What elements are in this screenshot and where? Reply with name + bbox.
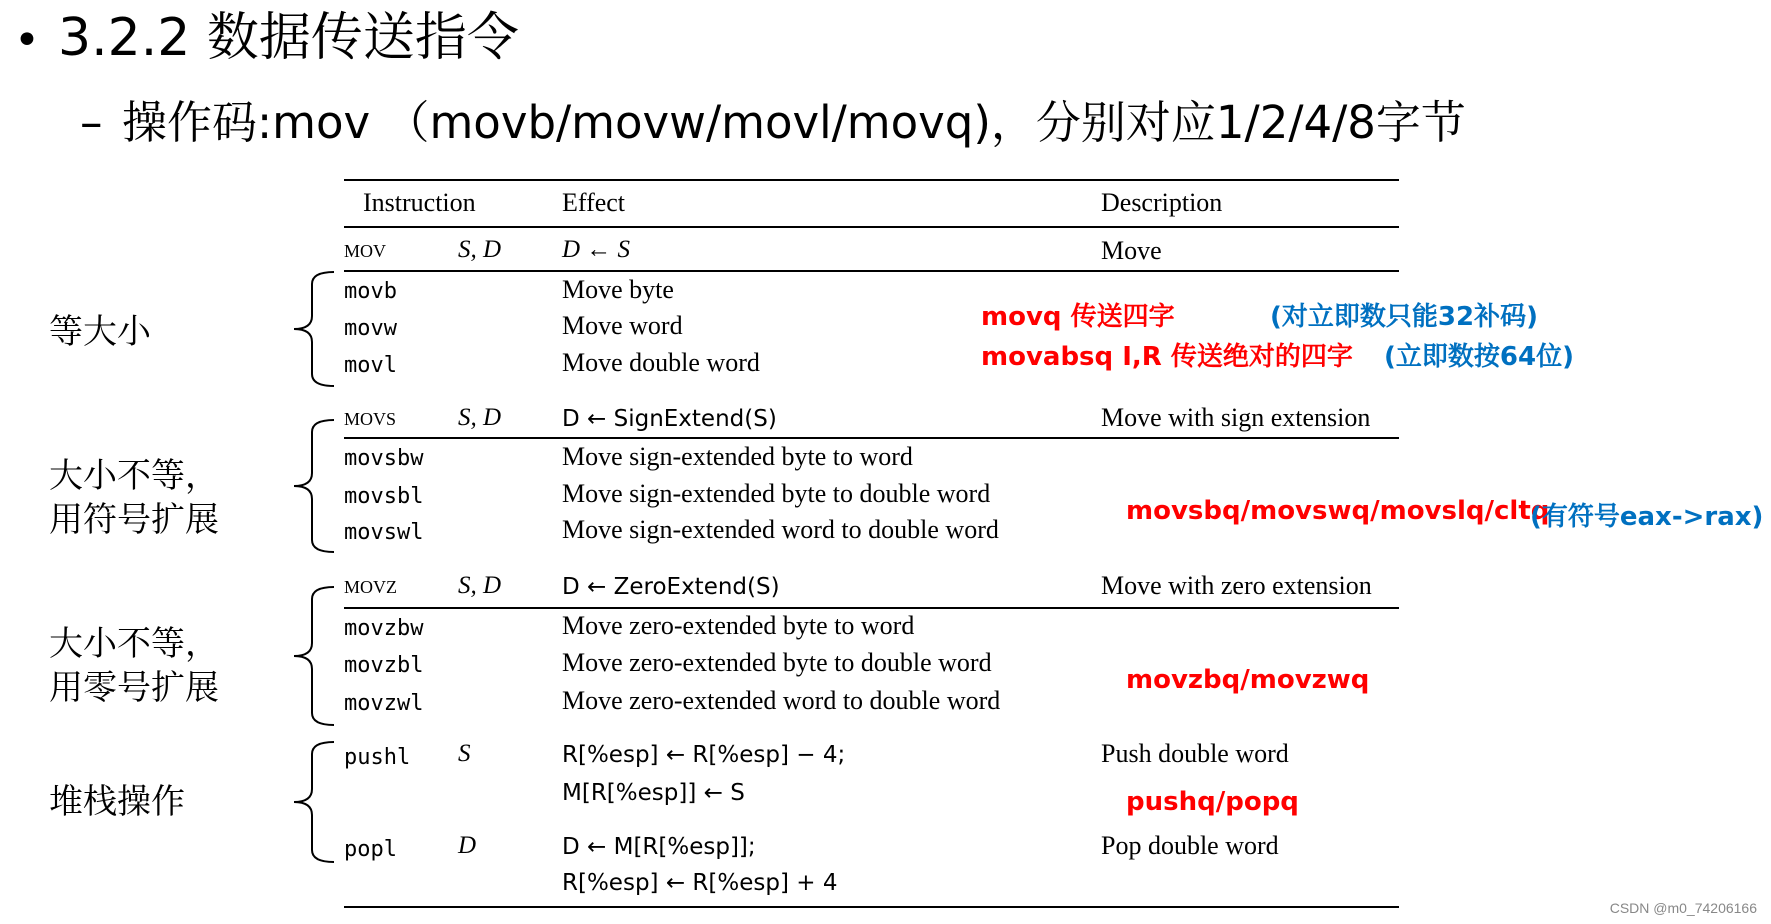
brace-icon <box>290 418 336 554</box>
note-movabsq-detail: (立即数按64位) <box>1384 342 1574 372</box>
row-movz-name: movz <box>344 572 397 599</box>
label-stack: 堆栈操作 <box>49 782 185 822</box>
row-movzbl-name: movzbl <box>344 653 424 678</box>
watermark: CSDN @m0_74206166 <box>1609 900 1757 916</box>
row-pushl-effect-1: R[%esp] ← R[%esp] − 4; <box>562 742 846 768</box>
row-movzwl-effect: Move zero-extended word to double word <box>562 686 1001 715</box>
label-sign-ext-1: 大小不等， <box>49 456 219 496</box>
row-movswl-effect: Move sign-extended word to double word <box>562 515 999 544</box>
row-movs-effect: D ← SignExtend(S) <box>562 406 777 432</box>
note-movsbq-detail: (有符号eax->rax) <box>1530 502 1764 532</box>
slide-subtitle <box>80 92 1466 154</box>
header-instruction: Instruction <box>363 188 476 217</box>
dash: – <box>80 96 103 149</box>
note-movsbq: movsbq/movswq/movslq/cltq <box>1126 496 1550 526</box>
brace-icon <box>290 740 336 864</box>
note-movq-detail: (对立即数只能32补码) <box>1270 302 1538 332</box>
brace-icon <box>290 585 336 727</box>
row-movl-effect: Move double word <box>562 348 760 377</box>
row-movb-name: movb <box>344 279 397 304</box>
row-mov-effect: D ← S <box>562 236 631 263</box>
brace-icon <box>290 270 336 388</box>
label-zero-ext-2: 用零号扩展 <box>49 668 219 708</box>
row-movsbw-name: movsbw <box>344 446 424 471</box>
movz-rule <box>344 607 1399 609</box>
row-mov-operands: S, D <box>458 236 502 263</box>
row-pushl-description: Push double word <box>1101 739 1289 768</box>
header-effect: Effect <box>562 188 626 217</box>
row-movsbl-name: movsbl <box>344 484 424 509</box>
row-popl-operands: D <box>458 832 477 859</box>
row-movw-name: movw <box>344 316 397 341</box>
row-pushl-operands: S <box>458 740 471 767</box>
note-pushq: pushq/popq <box>1126 787 1299 817</box>
row-popl-effect-2: R[%esp] ← R[%esp] + 4 <box>562 870 838 896</box>
label-zero-ext-1: 大小不等， <box>49 624 219 664</box>
row-movzbl-effect: Move zero-extended byte to double word <box>562 648 992 677</box>
row-pushl-name: pushl <box>344 745 411 770</box>
row-movs-name: movs <box>344 404 397 431</box>
row-movswl-name: movswl <box>344 520 424 545</box>
note-movq: movq 传送四字 <box>981 302 1175 332</box>
slide-title <box>14 2 519 77</box>
slide-title-text: 3.2.2 数据传送指令 <box>58 8 519 68</box>
row-movzwl-name: movzwl <box>344 691 424 716</box>
row-movs-description: Move with sign extension <box>1101 403 1371 432</box>
row-movb-effect: Move byte <box>562 275 674 304</box>
movs-rule <box>344 437 1399 439</box>
row-movsbw-effect: Move sign-extended byte to word <box>562 442 913 471</box>
mov-rule <box>344 270 1399 272</box>
row-popl-name: popl <box>344 837 397 862</box>
note-movzbq: movzbq/movzwq <box>1126 665 1370 695</box>
note-movabsq: movabsq I,R 传送绝对的四字 <box>981 342 1353 372</box>
table-bottom-rule <box>344 906 1399 908</box>
label-same-size: 等大小 <box>49 312 151 352</box>
row-movzbw-name: movzbw <box>344 616 424 641</box>
row-movz-description: Move with zero extension <box>1101 571 1372 600</box>
bullet: • <box>14 15 40 66</box>
row-pushl-effect-2: M[R[%esp]] ← S <box>562 780 745 806</box>
slide-subtitle-text: 操作码:mov （movb/movw/movl/movq)，分别对应1/2/4/8字节 <box>122 96 1466 149</box>
row-movsbl-effect: Move sign-extended byte to double word <box>562 479 991 508</box>
row-movl-name: movl <box>344 353 397 378</box>
row-popl-description: Pop double word <box>1101 831 1279 860</box>
row-mov-name: mov <box>344 236 387 263</box>
table-top-rule <box>344 179 1399 181</box>
row-movz-effect: D ← ZeroExtend(S) <box>562 574 780 600</box>
header-description: Description <box>1101 188 1223 217</box>
row-popl-effect-1: D ← M[R[%esp]]; <box>562 834 756 860</box>
row-movzbw-effect: Move zero-extended byte to word <box>562 611 915 640</box>
row-mov-description: Move <box>1101 236 1162 265</box>
header-rule <box>344 226 1399 228</box>
row-movz-operands: S, D <box>458 572 502 599</box>
label-sign-ext-2: 用符号扩展 <box>49 500 219 540</box>
row-movw-effect: Move word <box>562 311 683 340</box>
row-movs-operands: S, D <box>458 404 502 431</box>
